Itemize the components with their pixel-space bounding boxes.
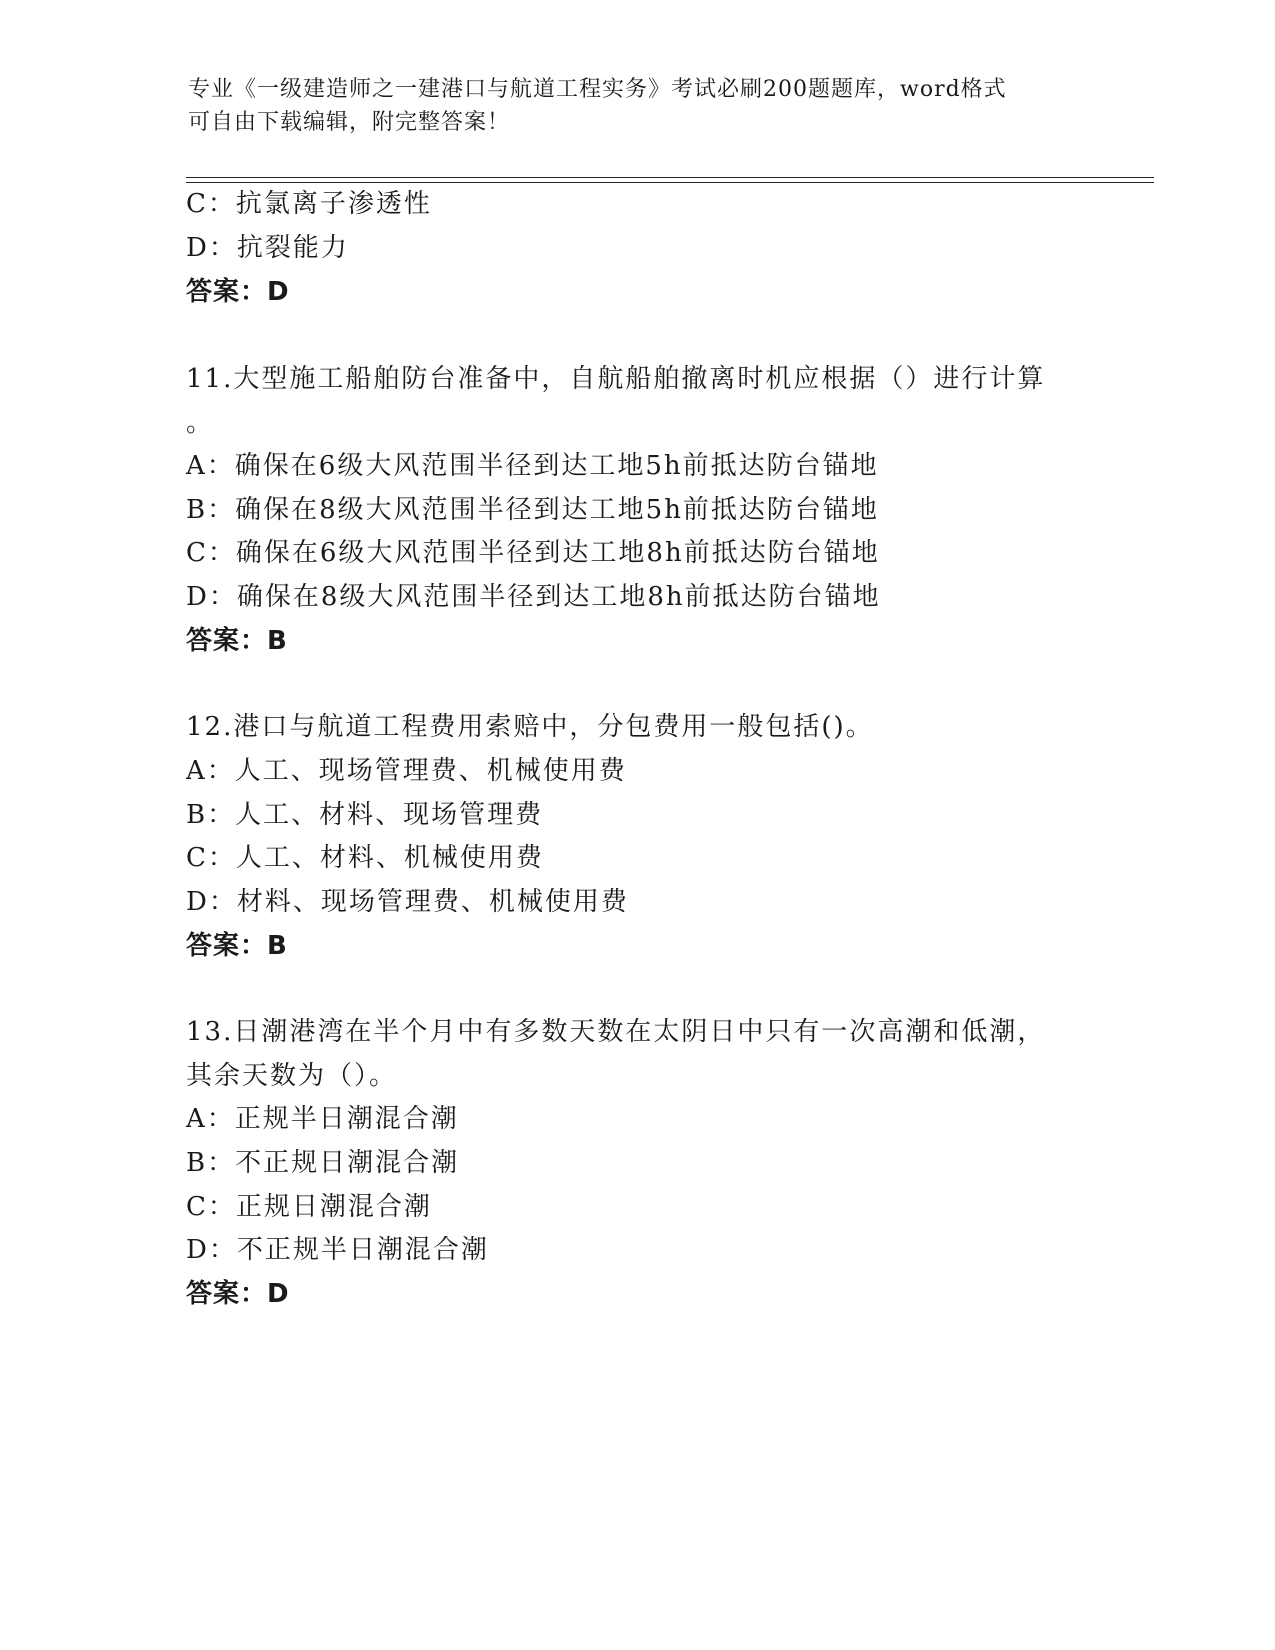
- q13-option-b: B：不正规日潮混合潮: [186, 1148, 460, 1178]
- q10-option-c: C：抗氯离子渗透性: [186, 189, 432, 219]
- q11-option-b: B：确保在8级大风范围半径到达工地5h前抵达防台锚地: [186, 495, 879, 525]
- q12-answer: 答案：B: [186, 931, 288, 961]
- header-line-2: 可自由下载编辑，附完整答案！: [188, 110, 511, 135]
- header-divider-top: [186, 177, 1154, 178]
- q13-stem-line-1: 13.日潮港湾在半个月中有多数天数在太阴日中只有一次高潮和低潮，: [186, 1017, 1046, 1047]
- q12-option-a: A：人工、现场管理费、机械使用费: [186, 756, 627, 786]
- q11-option-c: C：确保在6级大风范围半径到达工地8h前抵达防台锚地: [186, 538, 880, 568]
- q10-option-d: D：抗裂能力: [186, 233, 349, 263]
- q11-stem-line-2: 。: [186, 408, 215, 438]
- q12-option-d: D：材料、现场管理费、机械使用费: [186, 887, 629, 917]
- q13-answer: 答案：D: [186, 1279, 290, 1309]
- q13-option-c: C：正规日潮混合潮: [186, 1192, 432, 1222]
- q12-option-c: C：人工、材料、机械使用费: [186, 843, 544, 873]
- q13-option-a: A：正规半日潮混合潮: [186, 1104, 459, 1134]
- q13-stem-line-2: 其余天数为（）。: [186, 1061, 398, 1091]
- page-header: [188, 73, 1068, 139]
- q13-option-d: D：不正规半日潮混合潮: [186, 1235, 489, 1265]
- q11-answer: 答案：B: [186, 626, 288, 656]
- q11-option-d: D：确保在8级大风范围半径到达工地8h前抵达防台锚地: [186, 582, 881, 612]
- q11-stem-line-1: 11.大型施工船舶防台准备中，自航船舶撤离时机应根据（）进行计算: [186, 364, 1046, 394]
- q12-option-b: B：人工、材料、现场管理费: [186, 800, 544, 830]
- q12-stem: 12.港口与航道工程费用索赔中，分包费用一般包括()。: [186, 712, 874, 742]
- header-line-1: 专业《一级建造师之一建港口与航道工程实务》考试必刷200题题库，word格式: [188, 77, 1007, 102]
- header-divider-bottom: [186, 182, 1154, 183]
- q10-answer: 答案：D: [186, 277, 290, 307]
- q11-option-a: A：确保在6级大风范围半径到达工地5h前抵达防台锚地: [186, 451, 879, 481]
